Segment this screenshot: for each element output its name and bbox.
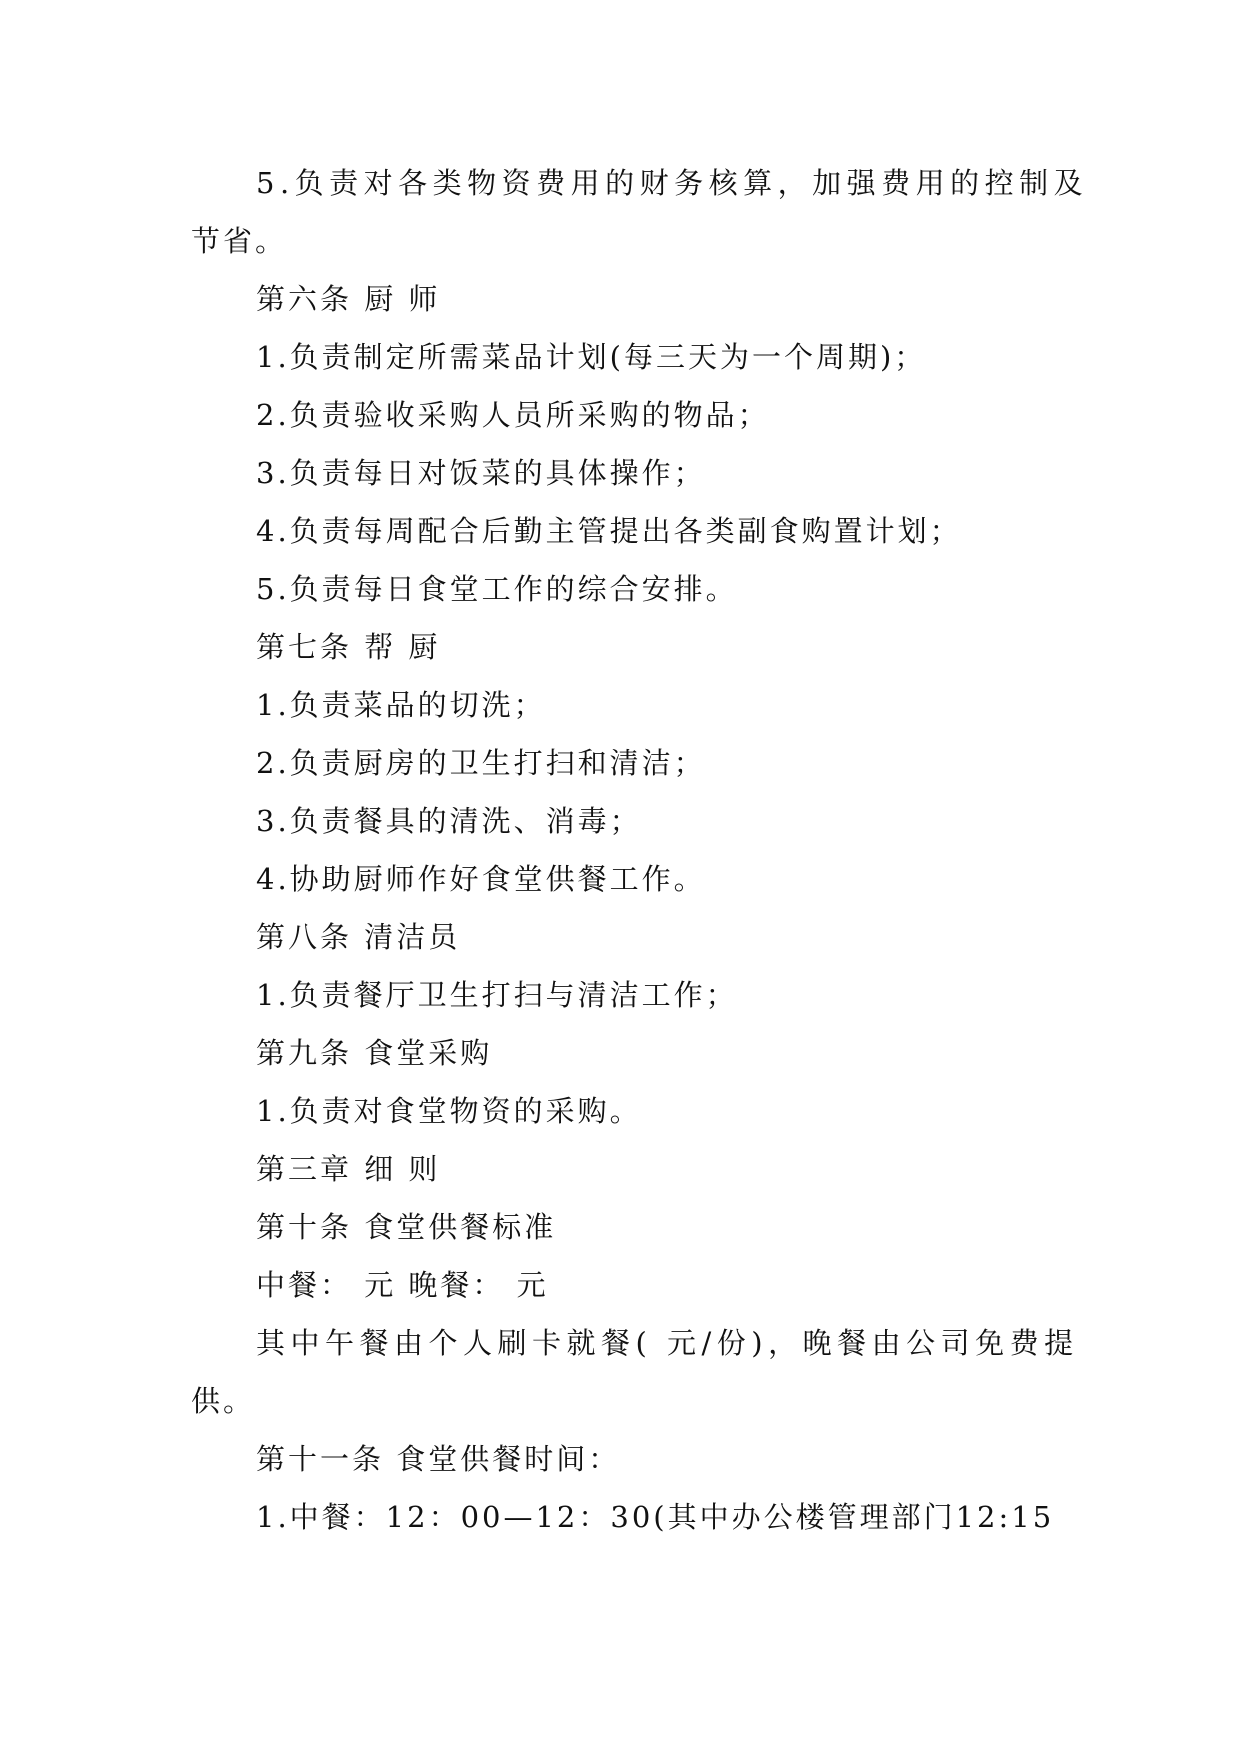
list-item: 4.协助厨师作好食堂供餐工作。: [256, 862, 706, 896]
section-heading: 第十一条 食堂供餐时间：: [256, 1442, 621, 1476]
list-item: 4.负责每周配合后勤主管提出各类副食购置计划；: [256, 514, 962, 548]
list-item: 3.负责餐具的清洗、消毒；: [256, 804, 642, 838]
chapter-heading: 第三章 细 则: [256, 1152, 441, 1186]
section-heading: 第六条 厨 师: [256, 282, 441, 316]
list-item: 3.负责每日对饭菜的具体操作；: [256, 456, 706, 490]
list-item: 5.负责每日食堂工作的综合安排。: [256, 572, 738, 606]
list-item: 2.负责厨房的卫生打扫和清洁；: [256, 746, 706, 780]
list-item: 2.负责验收采购人员所采购的物品；: [256, 398, 770, 432]
paragraph-line: 供。: [191, 1384, 256, 1418]
list-item: 1.负责菜品的切洗；: [256, 688, 546, 722]
paragraph-line: 5.负责对各类物资费用的财务核算，加强费用的控制及: [256, 166, 1089, 200]
section-heading: 第七条 帮 厨: [256, 630, 441, 664]
list-item: 1.负责制定所需菜品计划(每三天为一个周期)；: [256, 340, 927, 374]
paragraph-line: 中餐： 元 晚餐： 元: [256, 1268, 549, 1302]
list-item: 1.中餐：12：00—12：30(其中办公楼管理部门12:15: [256, 1500, 1055, 1534]
paragraph-line: 其中午餐由个人刷卡就餐( 元/份)，晚餐由公司免费提: [256, 1326, 1079, 1360]
list-item: 1.负责对食堂物资的采购。: [256, 1094, 642, 1128]
paragraph-line: 节省。: [191, 224, 288, 258]
section-heading: 第十条 食堂供餐标准: [256, 1210, 557, 1244]
list-item: 1.负责餐厅卫生打扫与清洁工作；: [256, 978, 738, 1012]
section-heading: 第九条 食堂采购: [256, 1036, 493, 1070]
section-heading: 第八条 清洁员: [256, 920, 461, 954]
